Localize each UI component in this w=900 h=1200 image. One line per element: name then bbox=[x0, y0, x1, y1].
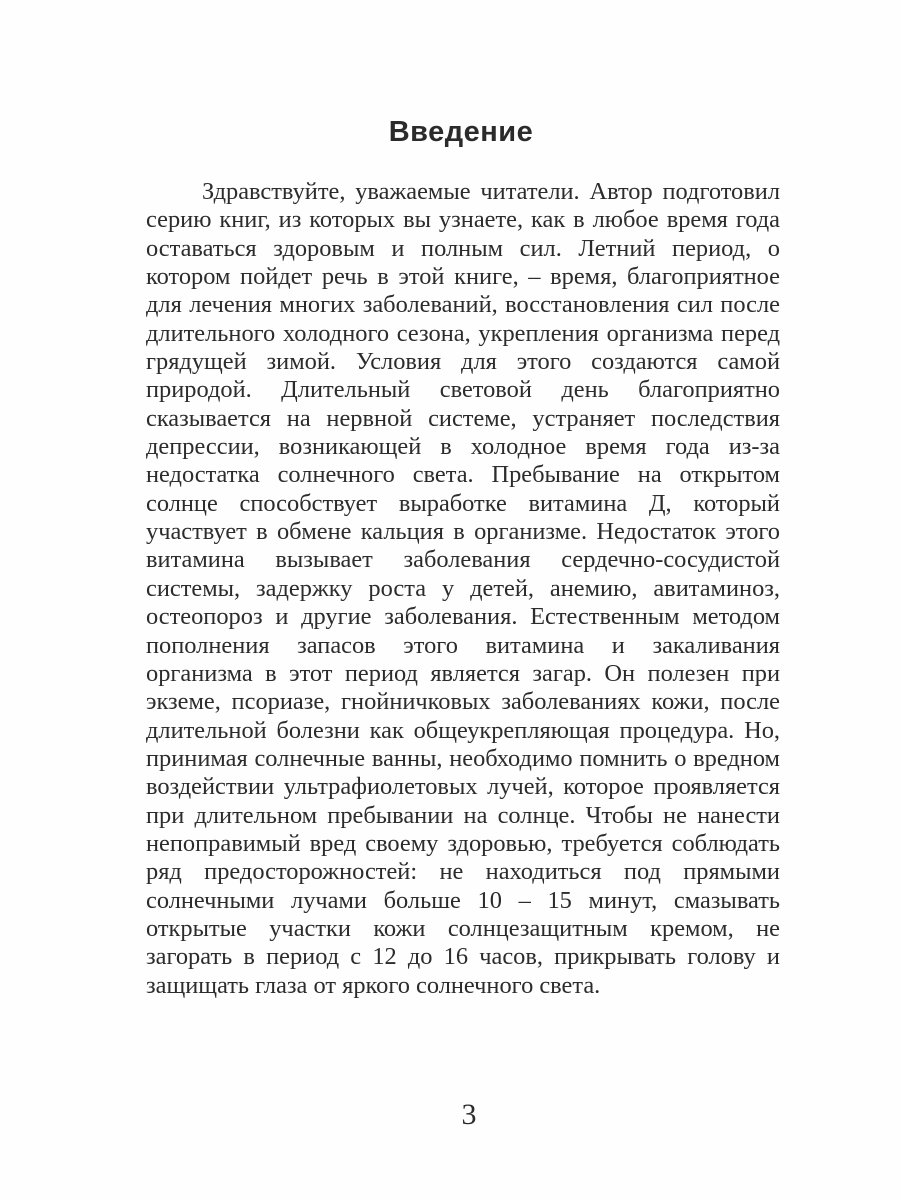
chapter-heading: Введение bbox=[388, 116, 534, 148]
page-number: 3 bbox=[461, 1098, 477, 1131]
body-paragraph: Здравствуйте, уважаемые читатели. Автор подготовил серию книг, из которых вы узнаете, как в любое время года оставаться здоровым и полным сил. Летний период, о котором пойдет речь в этой книге, – время, благоприятное для лечения многих заболеваний, восстановления сил после длительного холодного сезона, укрепления организма перед грядущей зимой. Условия для этого создаются самой природой. Длительный световой день благоприятно сказывается на нервной системе, устраняет последствия депрессии, возникающей в холодное время года из-за недостатка солнечного света. Пребывание на открытом солнце способствует выработке витамина Д, который участвует в обмене кальция в организме. Недостаток этого витамина вызывает заболевания сердечно-сосудистой системы, задержку роста у детей, анемию, авитаминоз, остеопороз и другие заболевания. Естественным методом пополнения запасов этого витамина и закаливания организма в этот период является загар. Он полезен при экземе, псориазе, гнойничковых заболеваниях кожи, после длительной болезни как общеукрепляющая процедура. Но, принимая солнечные ванны, необходимо помнить о вредном воздействии ультрафиолетовых лучей, которое проявляется при длительном пребывании на солнце. Чтобы не нанести непоправимый вред своему здоровью, требуется соблюдать ряд предосторожностей: не находиться под прямыми солнечными лучами больше 10 – 15 минут, смазывать открытые участки кожи солнцезащитным кремом, не загорать в период с 12 до 16 часов, прикрывать голову и защищать глаза от яркого солнечного света. bbox=[146, 178, 780, 999]
